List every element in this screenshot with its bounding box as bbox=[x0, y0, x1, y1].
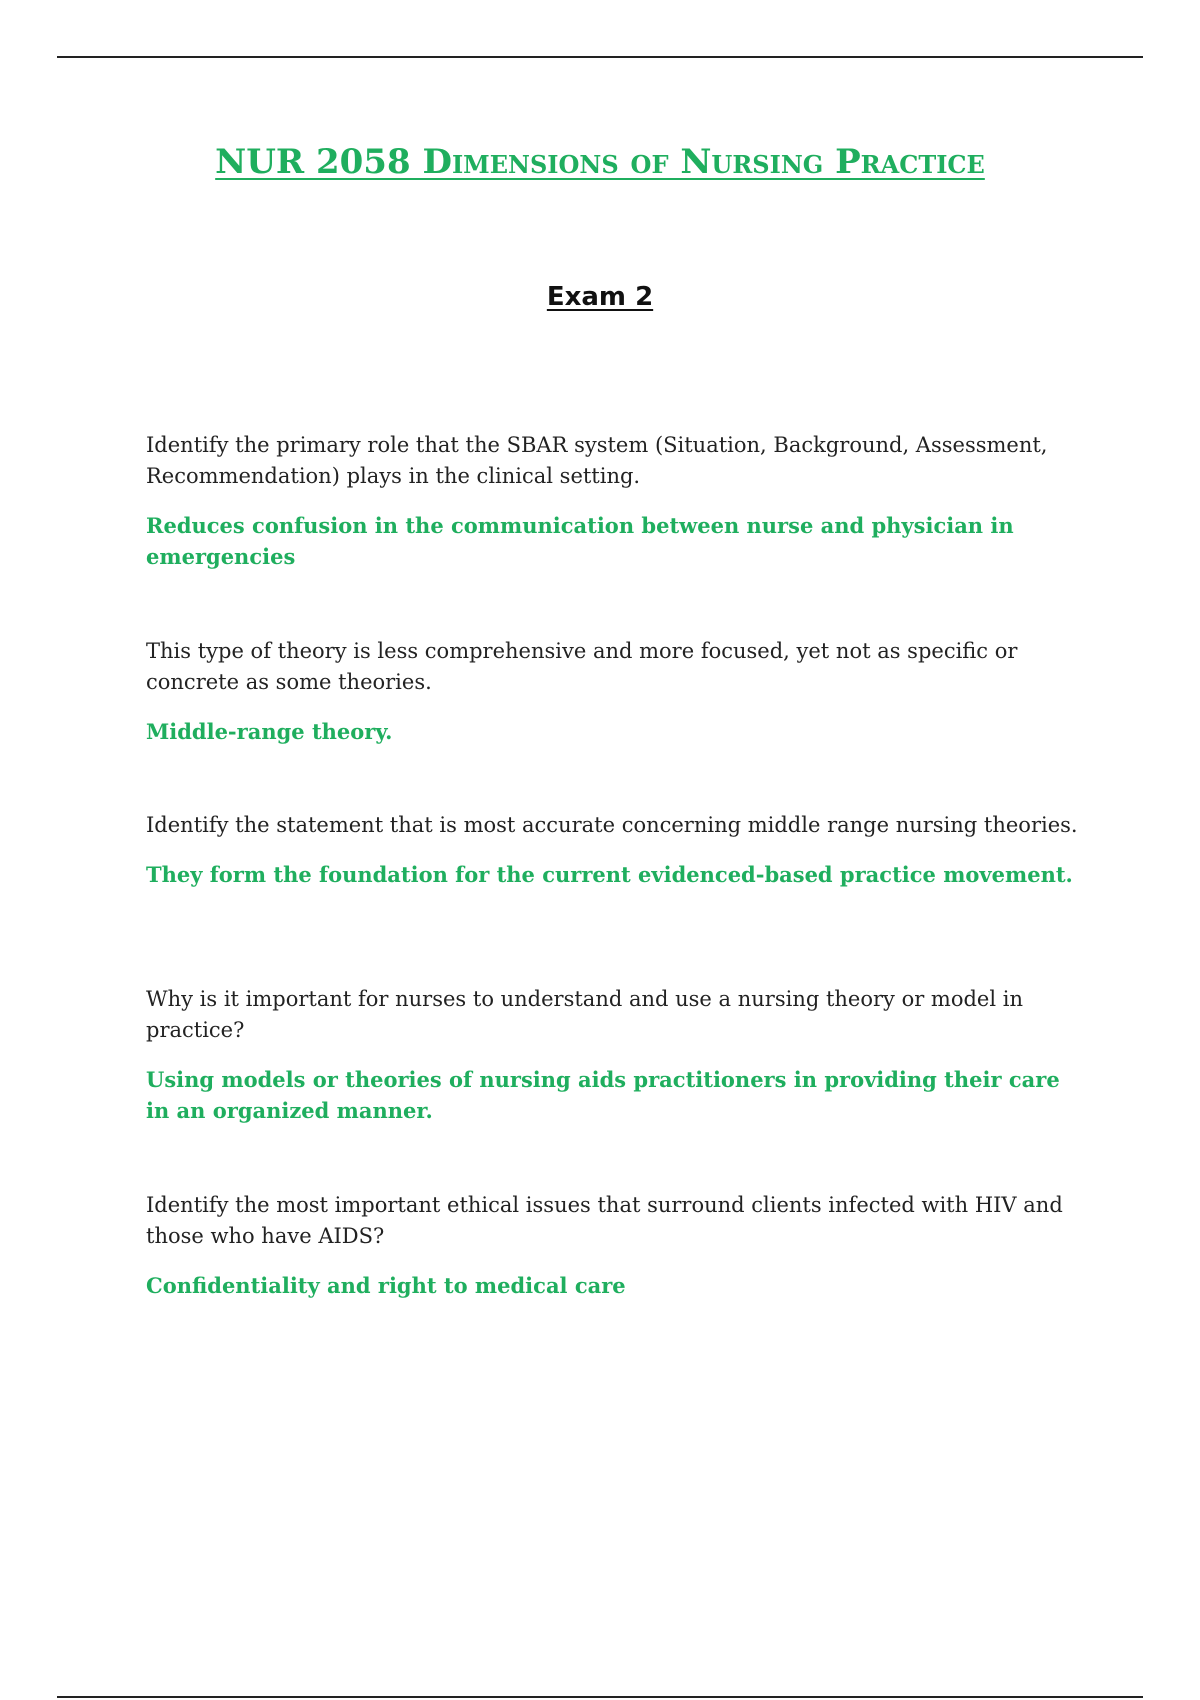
answer-text: Using models or theories of nursing aids practitioners in providing their care in an organized manner. bbox=[146, 1067, 1060, 1123]
question-text: Why is it important for nurses to understand and use a nursing theory or model in practice? bbox=[146, 987, 1023, 1042]
exam-subtitle: Exam 2 bbox=[546, 282, 654, 312]
question-text: Identify the most important ethical issues that surround clients infected with HIV and those who have AIDS? bbox=[146, 1193, 1063, 1248]
answer-text: Middle-range theory. bbox=[146, 719, 393, 744]
qa-item bbox=[146, 636, 1086, 747]
answer-text: Confidentiality and right to medical care bbox=[146, 1273, 626, 1298]
question-text: Identify the statement that is most accurate concerning middle range nursing theories. bbox=[146, 813, 1078, 837]
answer-text: They form the foundation for the current evidenced-based practice movement. bbox=[146, 862, 1073, 887]
question-text: This type of theory is less comprehensive and more focused, yet not as specific or concrete as some theories. bbox=[146, 639, 1018, 694]
bottom-rule bbox=[57, 1696, 1143, 1698]
qa-item bbox=[146, 810, 1086, 890]
question-text: Identify the primary role that the SBAR system (Situation, Background, Assessment, Recommendation) plays in the clinical setting. bbox=[146, 433, 1048, 488]
qa-item bbox=[146, 984, 1086, 1126]
qa-item bbox=[146, 430, 1086, 572]
answer-text: Reduces confusion in the communication between nurse and physician in emergencies bbox=[146, 513, 1014, 569]
qa-item bbox=[146, 1190, 1086, 1301]
document-title: NUR 2058 Dimensions of Nursing Practice bbox=[215, 142, 985, 182]
